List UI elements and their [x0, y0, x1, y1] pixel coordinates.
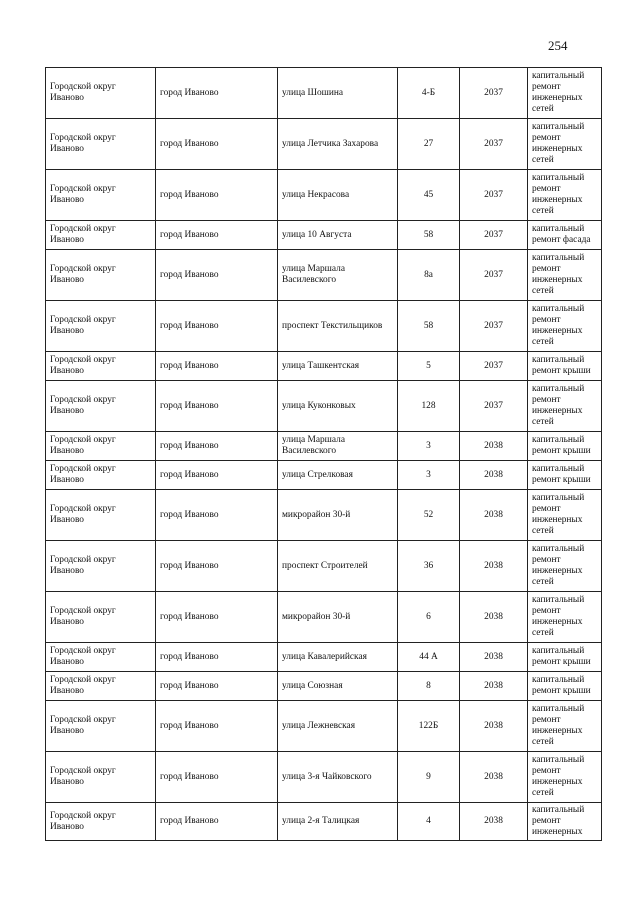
work-type-cell: капитальный ремонт крыши: [528, 432, 602, 461]
street-cell: улица Маршала Василевского: [278, 432, 398, 461]
table-row: [46, 592, 602, 643]
city-cell: город Иваново: [156, 352, 278, 381]
work-type-cell: капитальный ремонт крыши: [528, 461, 602, 490]
house-number-cell: 128: [398, 381, 460, 432]
district-cell: Городской округ Иваново: [46, 68, 156, 119]
district-cell: Городской округ Иваново: [46, 643, 156, 672]
table-row: [46, 119, 602, 170]
city-cell: город Иваново: [156, 432, 278, 461]
street-cell: улица 10 Августа: [278, 221, 398, 250]
table-row: [46, 381, 602, 432]
city-cell: город Иваново: [156, 250, 278, 301]
street-cell: улица Стрелковая: [278, 461, 398, 490]
street-cell: улица Кавалерийская: [278, 643, 398, 672]
work-type-cell: капитальный ремонт крыши: [528, 672, 602, 701]
city-cell: город Иваново: [156, 490, 278, 541]
street-cell: проспект Текстильщиков: [278, 301, 398, 352]
page-number: 254: [548, 38, 568, 53]
house-number-cell: 3: [398, 432, 460, 461]
city-cell: город Иваново: [156, 672, 278, 701]
city-cell: город Иваново: [156, 803, 278, 841]
house-number-cell: 6: [398, 592, 460, 643]
house-number-cell: 4: [398, 803, 460, 841]
work-type-cell: капитальный ремонт инженерных сетей: [528, 592, 602, 643]
work-type-cell: капитальный ремонт инженерных сетей: [528, 119, 602, 170]
street-cell: улица Некрасова: [278, 170, 398, 221]
work-type-cell: капитальный ремонт крыши: [528, 352, 602, 381]
work-type-cell: капитальный ремонт инженерных сетей: [528, 301, 602, 352]
city-cell: город Иваново: [156, 461, 278, 490]
street-cell: улица Лежневская: [278, 701, 398, 752]
work-type-cell: капитальный ремонт инженерных сетей: [528, 490, 602, 541]
table-row: [46, 170, 602, 221]
district-cell: Городской округ Иваново: [46, 490, 156, 541]
work-type-cell: капитальный ремонт инженерных сетей: [528, 250, 602, 301]
district-cell: Городской округ Иваново: [46, 592, 156, 643]
house-number-cell: 3: [398, 461, 460, 490]
work-type-cell: капитальный ремонт крыши: [528, 643, 602, 672]
district-cell: Городской округ Иваново: [46, 432, 156, 461]
house-number-cell: 44 А: [398, 643, 460, 672]
table-row: [46, 643, 602, 672]
street-cell: микрорайон 30-й: [278, 490, 398, 541]
year-cell: 2037: [460, 119, 528, 170]
year-cell: 2038: [460, 752, 528, 803]
work-type-cell: капитальный ремонт инженерных сетей: [528, 68, 602, 119]
district-cell: Городской округ Иваново: [46, 701, 156, 752]
work-type-cell: капитальный ремонт инженерных сетей: [528, 701, 602, 752]
district-cell: Городской округ Иваново: [46, 301, 156, 352]
year-cell: 2038: [460, 541, 528, 592]
year-cell: 2037: [460, 250, 528, 301]
housing-repair-table: [45, 67, 602, 841]
work-type-cell: капитальный ремонт инженерных сетей: [528, 541, 602, 592]
house-number-cell: 58: [398, 221, 460, 250]
city-cell: город Иваново: [156, 592, 278, 643]
city-cell: город Иваново: [156, 381, 278, 432]
table-row: [46, 432, 602, 461]
table-row: [46, 68, 602, 119]
street-cell: улица Куконковых: [278, 381, 398, 432]
city-cell: город Иваново: [156, 301, 278, 352]
table-row: [46, 352, 602, 381]
house-number-cell: 27: [398, 119, 460, 170]
street-cell: улица Ташкентская: [278, 352, 398, 381]
table-row: [46, 803, 602, 841]
table-row: [46, 752, 602, 803]
year-cell: 2037: [460, 301, 528, 352]
table-row: [46, 461, 602, 490]
city-cell: город Иваново: [156, 68, 278, 119]
city-cell: город Иваново: [156, 541, 278, 592]
district-cell: Городской округ Иваново: [46, 119, 156, 170]
work-type-cell: капитальный ремонт инженерных сетей: [528, 170, 602, 221]
year-cell: 2037: [460, 381, 528, 432]
year-cell: 2038: [460, 432, 528, 461]
year-cell: 2037: [460, 221, 528, 250]
table-row: [46, 541, 602, 592]
year-cell: 2038: [460, 490, 528, 541]
house-number-cell: 8: [398, 672, 460, 701]
street-cell: проспект Строителей: [278, 541, 398, 592]
house-number-cell: 36: [398, 541, 460, 592]
district-cell: Городской округ Иваново: [46, 541, 156, 592]
city-cell: город Иваново: [156, 643, 278, 672]
district-cell: Городской округ Иваново: [46, 352, 156, 381]
house-number-cell: 122Б: [398, 701, 460, 752]
district-cell: Городской округ Иваново: [46, 221, 156, 250]
year-cell: 2037: [460, 68, 528, 119]
street-cell: улица 3-я Чайковского: [278, 752, 398, 803]
house-number-cell: 52: [398, 490, 460, 541]
house-number-cell: 9: [398, 752, 460, 803]
year-cell: 2038: [460, 592, 528, 643]
district-cell: Городской округ Иваново: [46, 170, 156, 221]
district-cell: Городской округ Иваново: [46, 250, 156, 301]
street-cell: микрорайон 30-й: [278, 592, 398, 643]
street-cell: улица Шошина: [278, 68, 398, 119]
table-row: [46, 250, 602, 301]
table-row: [46, 701, 602, 752]
year-cell: 2037: [460, 352, 528, 381]
year-cell: 2038: [460, 701, 528, 752]
city-cell: город Иваново: [156, 752, 278, 803]
work-type-cell: капитальный ремонт фасада: [528, 221, 602, 250]
table-row: [46, 301, 602, 352]
city-cell: город Иваново: [156, 119, 278, 170]
table-row: [46, 221, 602, 250]
work-type-cell: капитальный ремонт инженерных: [528, 803, 602, 841]
house-number-cell: 58: [398, 301, 460, 352]
street-cell: улица Летчика Захарова: [278, 119, 398, 170]
city-cell: город Иваново: [156, 221, 278, 250]
house-number-cell: 45: [398, 170, 460, 221]
work-type-cell: капитальный ремонт инженерных сетей: [528, 752, 602, 803]
year-cell: 2038: [460, 803, 528, 841]
district-cell: Городской округ Иваново: [46, 672, 156, 701]
house-number-cell: 8а: [398, 250, 460, 301]
year-cell: 2038: [460, 461, 528, 490]
district-cell: Городской округ Иваново: [46, 381, 156, 432]
work-type-cell: капитальный ремонт инженерных сетей: [528, 381, 602, 432]
district-cell: Городской округ Иваново: [46, 803, 156, 841]
district-cell: Городской округ Иваново: [46, 461, 156, 490]
year-cell: 2038: [460, 672, 528, 701]
table-row: [46, 672, 602, 701]
year-cell: 2038: [460, 643, 528, 672]
district-cell: Городской округ Иваново: [46, 752, 156, 803]
city-cell: город Иваново: [156, 701, 278, 752]
table-row: [46, 490, 602, 541]
house-number-cell: 5: [398, 352, 460, 381]
street-cell: улица Союзная: [278, 672, 398, 701]
city-cell: город Иваново: [156, 170, 278, 221]
house-number-cell: 4-Б: [398, 68, 460, 119]
street-cell: улица Маршала Василевского: [278, 250, 398, 301]
table-body: [46, 68, 602, 841]
street-cell: улица 2-я Талицкая: [278, 803, 398, 841]
year-cell: 2037: [460, 170, 528, 221]
